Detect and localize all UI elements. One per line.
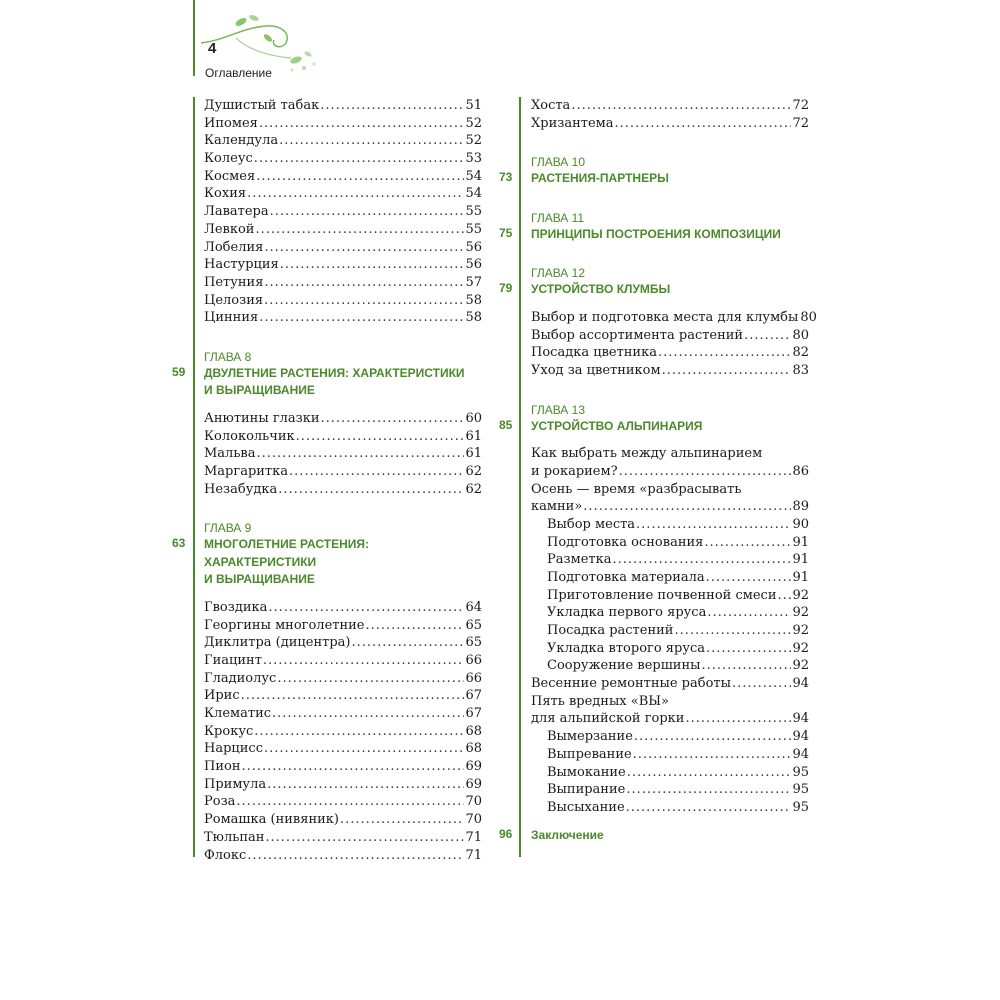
chapter-10-page: 73 xyxy=(499,170,513,185)
chapter-9-page: 63 xyxy=(172,536,186,551)
chapter-13-page: 85 xyxy=(499,417,513,432)
toc-entry-line[interactable]: Как выбрать между альпинарием xyxy=(531,446,763,462)
toc-entry[interactable]: Клематис ..... 67 xyxy=(204,705,482,723)
chapter-9-label: ГЛАВА 9 xyxy=(204,521,252,536)
page-number: 4 xyxy=(208,40,217,57)
toc-entry[interactable]: Настурция ..... 56 xyxy=(204,256,482,274)
chapter-9-title-line-1[interactable]: МНОГОЛЕТНИЕ РАСТЕНИЯ: xyxy=(204,537,369,552)
conclusion-title[interactable]: Заключение xyxy=(531,827,604,842)
chapter-8-label: ГЛАВА 8 xyxy=(204,349,252,364)
toc-subentry[interactable]: Подготовка материала ..... 91 xyxy=(531,569,809,587)
toc-subentry[interactable]: Посадка растений ..... 92 xyxy=(531,622,809,640)
toc-entry[interactable]: Календула ..... 52 xyxy=(204,132,482,150)
toc-entry[interactable]: Ромашка (нивяник) ..... 70 xyxy=(204,811,482,829)
chapter-13 xyxy=(499,402,809,436)
chapter-13-label: ГЛАВА 13 xyxy=(531,402,585,417)
toc-subentry[interactable]: Выпирание ..... 95 xyxy=(531,781,809,799)
toc-entry[interactable]: Уход за цветником ..... 83 xyxy=(531,362,809,380)
chapter-9-list xyxy=(204,599,482,864)
chapter-10-label: ГЛАВА 10 xyxy=(531,155,585,170)
conclusion xyxy=(499,826,809,845)
toc-entry[interactable]: Целозия ..... 58 xyxy=(204,292,482,310)
toc-subentry[interactable]: Высыхание ..... 95 xyxy=(531,799,809,817)
toc-subentry[interactable]: Вымерзание ..... 94 xyxy=(531,728,809,746)
toc-subentry[interactable]: Выпревание ..... 94 xyxy=(531,746,809,764)
chapter-12-label: ГЛАВА 12 xyxy=(531,266,585,281)
toc-subentry[interactable]: Сооружение вершины ..... 92 xyxy=(531,657,809,675)
toc-entry[interactable]: Космея ..... 54 xyxy=(204,168,482,186)
toc-entry-line[interactable]: Осень — время «разбрасывать xyxy=(531,481,742,497)
chapter-9-title-line-3[interactable]: И ВЫРАЩИВАНИЕ xyxy=(204,572,315,587)
chapter-8-title-line-1[interactable]: ДВУЛЕТНИЕ РАСТЕНИЯ: ХАРАКТЕРИСТИКИ xyxy=(204,365,465,380)
chapter-13-title[interactable]: УСТРОЙСТВО АЛЬПИНАРИЯ xyxy=(531,418,703,433)
section-title: Оглавление xyxy=(205,66,272,80)
chapter-11 xyxy=(499,210,809,244)
toc-subentry[interactable]: Приготовление почвенной смеси ..... 92 xyxy=(531,587,809,605)
toc-entry[interactable]: Левкой ..... 55 xyxy=(204,221,482,239)
left-column-rule xyxy=(193,97,195,857)
chapter-12 xyxy=(499,265,809,299)
chapter-11-title[interactable]: ПРИНЦИПЫ ПОСТРОЕНИЯ КОМПОЗИЦИИ xyxy=(531,226,781,241)
toc-entry[interactable]: Хоста ..... 72 xyxy=(531,97,809,115)
header-rule xyxy=(193,0,195,76)
toc-entry[interactable]: Гвоздика ..... 64 xyxy=(204,599,482,617)
left-column xyxy=(172,97,482,864)
toc-entry[interactable]: и рокарием? ..... 86 xyxy=(531,463,809,481)
toc-entry[interactable]: Нарцисс ..... 68 xyxy=(204,740,482,758)
toc-entry[interactable]: Лобелия ..... 56 xyxy=(204,239,482,257)
toc-subentry[interactable]: Выбор места ..... 90 xyxy=(531,516,809,534)
toc-entry[interactable]: Весенние ремонтные работы ..... 94 xyxy=(531,675,809,693)
toc-entry[interactable]: камни» ..... 89 xyxy=(531,498,809,516)
toc-entry[interactable]: Флокс ..... 71 xyxy=(204,847,482,865)
toc-entry[interactable]: Мальва ..... 61 xyxy=(204,445,482,463)
toc-entry[interactable]: Георгины многолетние ..... 65 xyxy=(204,617,482,635)
right-column-rule xyxy=(519,97,521,857)
chapter-11-page: 75 xyxy=(499,225,513,240)
toc-entry[interactable]: Тюльпан ..... 71 xyxy=(204,829,482,847)
toc-entry[interactable]: Петуния ..... 57 xyxy=(204,274,482,292)
chapter-12-title[interactable]: УСТРОЙСТВО КЛУМБЫ xyxy=(531,282,671,297)
toc-subentry[interactable]: Вымокание ..... 95 xyxy=(531,764,809,782)
toc-entry-line[interactable]: Пять вредных «ВЫ» xyxy=(531,693,670,709)
toc-entry[interactable]: Роза ..... 70 xyxy=(204,793,482,811)
toc-entry[interactable]: Анютины глазки ..... 60 xyxy=(204,410,482,428)
toc-entry[interactable]: Душистый табак ..... 51 xyxy=(204,97,482,115)
toc-list-top xyxy=(204,97,482,327)
toc-subentry[interactable]: Подготовка основания ..... 91 xyxy=(531,534,809,552)
toc-entry[interactable]: Гиацинт ..... 66 xyxy=(204,652,482,670)
chapter-8-page: 59 xyxy=(172,364,186,379)
toc-subentry[interactable]: Укладка второго яруса ..... 92 xyxy=(531,640,809,658)
toc-subentry[interactable]: Укладка первого яруса ..... 92 xyxy=(531,604,809,622)
chapter-8-title-line-2[interactable]: И ВЫРАЩИВАНИЕ xyxy=(204,383,315,398)
chapter-12-list xyxy=(531,309,817,380)
toc-entry[interactable]: Крокус ..... 68 xyxy=(204,723,482,741)
toc-entry[interactable]: Цинния ..... 58 xyxy=(204,309,482,327)
chapter-8-list xyxy=(204,410,482,498)
toc-entry[interactable]: Пион ..... 69 xyxy=(204,758,482,776)
chapter-9-title-line-2[interactable]: ХАРАКТЕРИСТИКИ xyxy=(204,554,317,569)
chapter-9 xyxy=(172,520,482,589)
toc-entry[interactable]: Диклитра (дицентра) ..... 65 xyxy=(204,634,482,652)
toc-entry[interactable]: Выбор ассортимента растений ..... 80 xyxy=(531,327,809,345)
toc-list-top-right xyxy=(531,97,809,132)
chapter-10-title[interactable]: РАСТЕНИЯ-ПАРТНЕРЫ xyxy=(531,171,669,186)
toc-entry[interactable]: для альпийской горки ..... 94 xyxy=(531,710,809,728)
chapter-8 xyxy=(172,349,482,400)
toc-entry[interactable]: Лаватера ..... 55 xyxy=(204,203,482,221)
toc-entry[interactable]: Выбор и подготовка места для клумбы 80 xyxy=(531,309,817,325)
toc-entry[interactable]: Кохия ..... 54 xyxy=(204,185,482,203)
toc-entry[interactable]: Ирис ..... 67 xyxy=(204,687,482,705)
toc-entry[interactable]: Посадка цветника ..... 82 xyxy=(531,344,809,362)
conclusion-page: 96 xyxy=(499,826,513,841)
chapter-11-label: ГЛАВА 11 xyxy=(531,210,585,225)
toc-entry[interactable]: Ипомея ..... 52 xyxy=(204,115,482,133)
chapter-12-page: 79 xyxy=(499,281,513,296)
toc-entry[interactable]: Незабудка ..... 62 xyxy=(204,481,482,499)
toc-entry[interactable]: Примула ..... 69 xyxy=(204,776,482,794)
chapter-13-list xyxy=(531,445,809,816)
toc-entry[interactable]: Хризантема ..... 72 xyxy=(531,115,809,133)
toc-entry[interactable]: Гладиолус ..... 66 xyxy=(204,670,482,688)
toc-entry[interactable]: Маргаритка ..... 62 xyxy=(204,463,482,481)
toc-subentry[interactable]: Разметка ..... 91 xyxy=(531,551,809,569)
chapter-10 xyxy=(499,154,809,188)
toc-entry[interactable]: Колеус ..... 53 xyxy=(204,150,482,168)
toc-entry[interactable]: Колокольчик ..... 61 xyxy=(204,428,482,446)
right-column xyxy=(499,97,817,844)
